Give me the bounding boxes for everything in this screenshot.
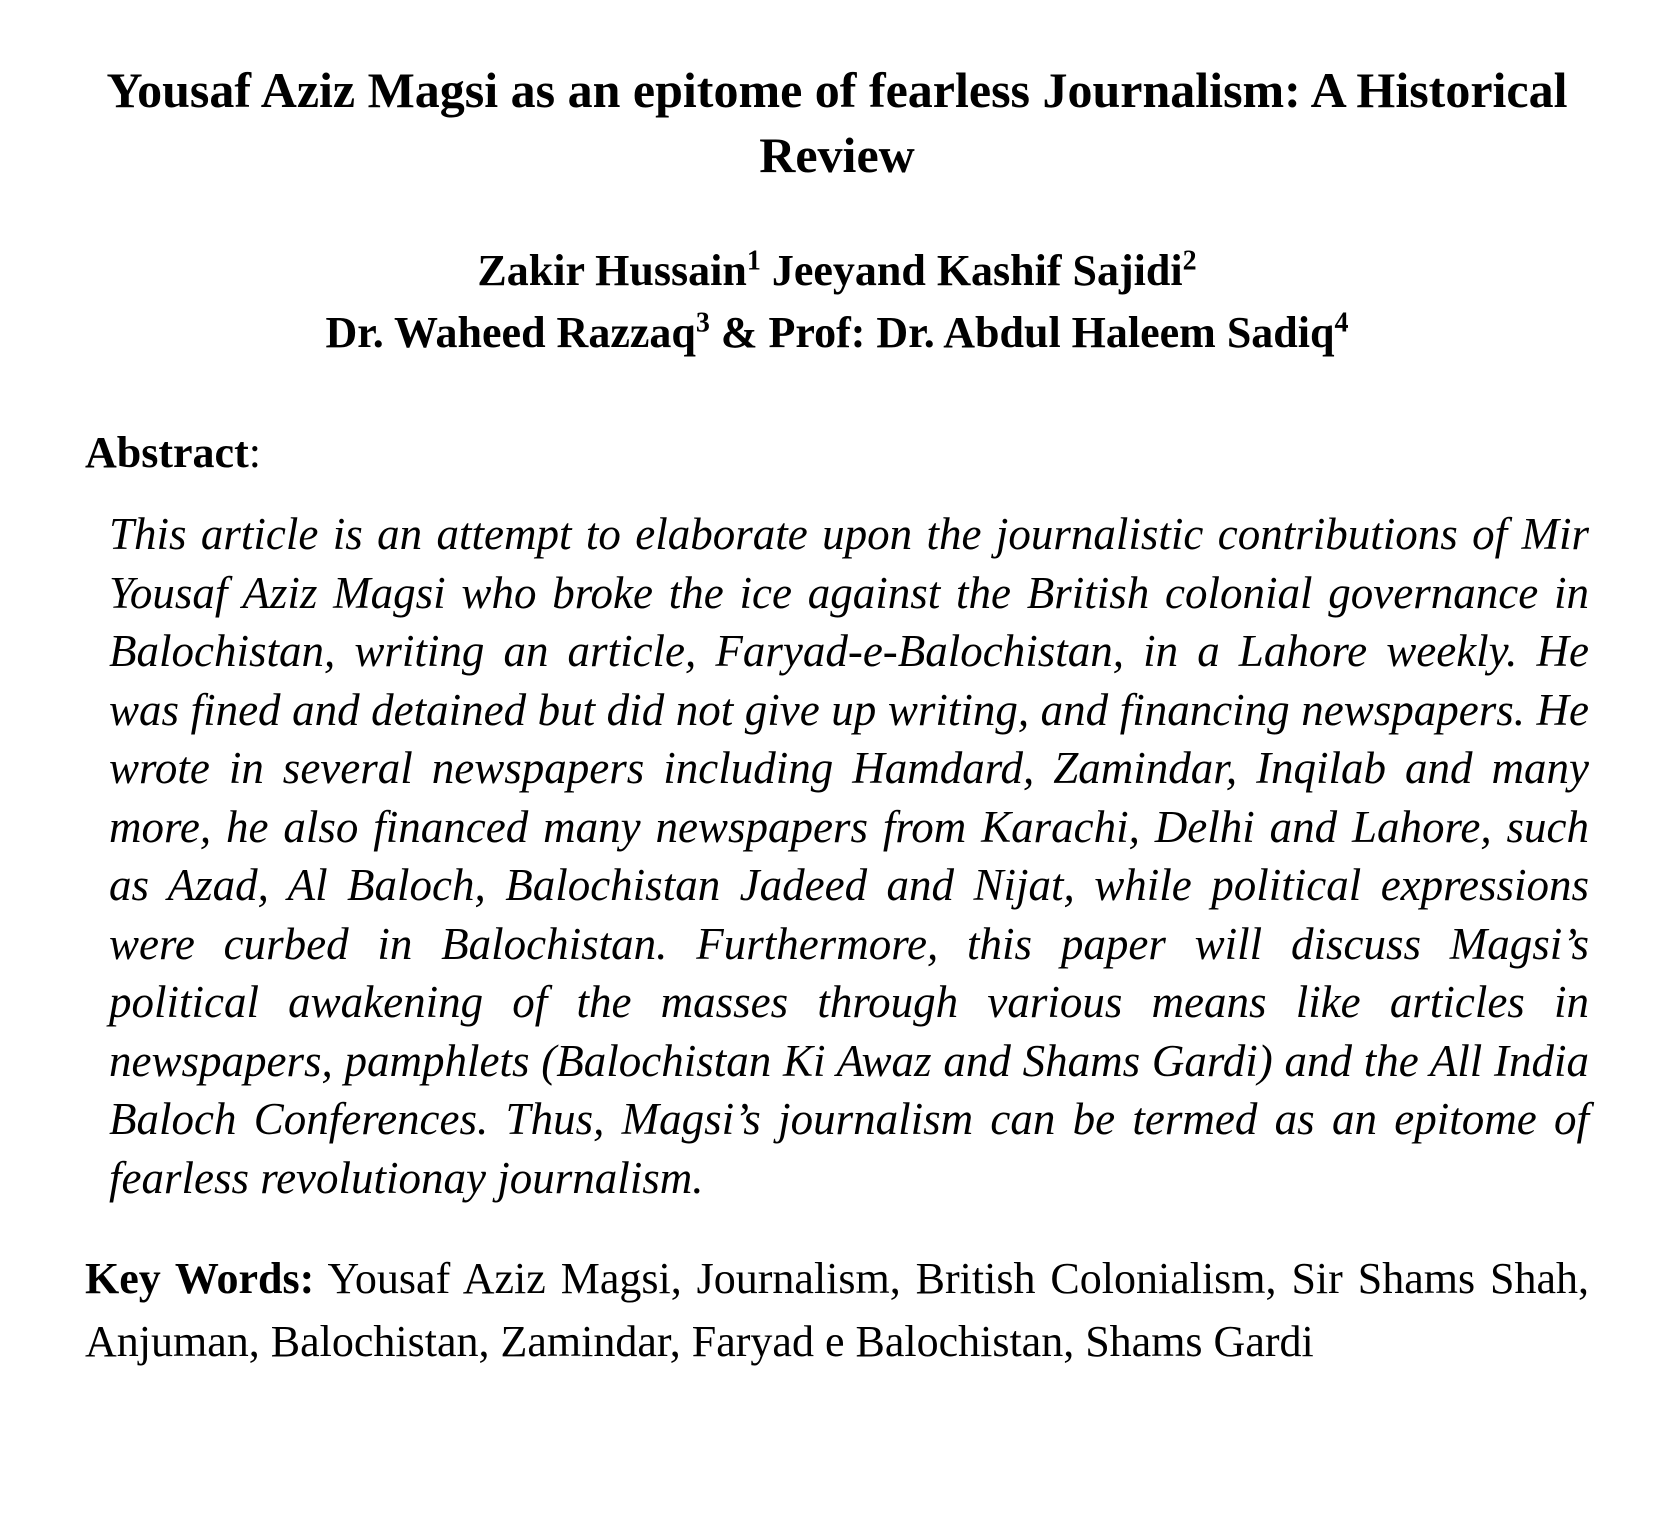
author-affiliation-superscript: 4 [1334,307,1349,339]
keywords-text: Yousaf Aziz Magsi, Journalism, British Colonialism, Sir Shams Shah, Anjuman, Balochistan, Zamindar, Faryad e Balochistan, Shams Gardi [85,1254,1589,1366]
author-line-1: Zakir Hussain$^1$ Jeeyand Kashif Sajidi$^2$ [477,245,1197,295]
abstract-body-text: This article is an attempt to elaborate upon the journalistic contributions of Mir Yousaf Aziz Magsi who broke the ice against the British colonial governance in Balochistan, writing an article, Faryad-e-Balochistan, in a Lahore weekly. He was fined and detained but did not give up writing, and financing newspapers. He wrote in several newspapers including Hamdard, Zamindar, Inqilab and many more, he also financed many newspapers from Karachi, Delhi and Lahore, such as Azad, Al Baloch, Balochistan Jadeed and Nijat, while political expressions were curbed in Balochistan. Furthermore, this paper will discuss Magsi’s political awakening of the masses through various means like articles in newspapers, pamphlets (Balochistan Ki Awaz and Shams Gardi) and the All India Baloch Conferences. Thus, Magsi’s journalism can be termed as an epitome of fearless revolutionay journalism. [109,509,1589,1203]
authors-block [85,240,1589,364]
keywords-label: Key Words: [85,1254,315,1303]
keywords-paragraph [85,1247,1589,1373]
abstract-heading [85,426,1589,479]
author-affiliation-superscript: 1 [746,245,761,277]
author-affiliation-superscript: 2 [1182,245,1197,277]
author-line-2: Dr. Waheed Razzaq$^3$ & Prof: Dr. Abdul Haleem Sadiq$^4$ [325,307,1349,357]
abstract-heading-colon: : [248,428,261,477]
abstract-heading-label: Abstract [85,428,249,477]
author-affiliation-superscript: 3 [695,307,710,339]
paper-title: Yousaf Aziz Magsi as an epitome of fearless Journalism: A Historical Review [106,62,1568,183]
